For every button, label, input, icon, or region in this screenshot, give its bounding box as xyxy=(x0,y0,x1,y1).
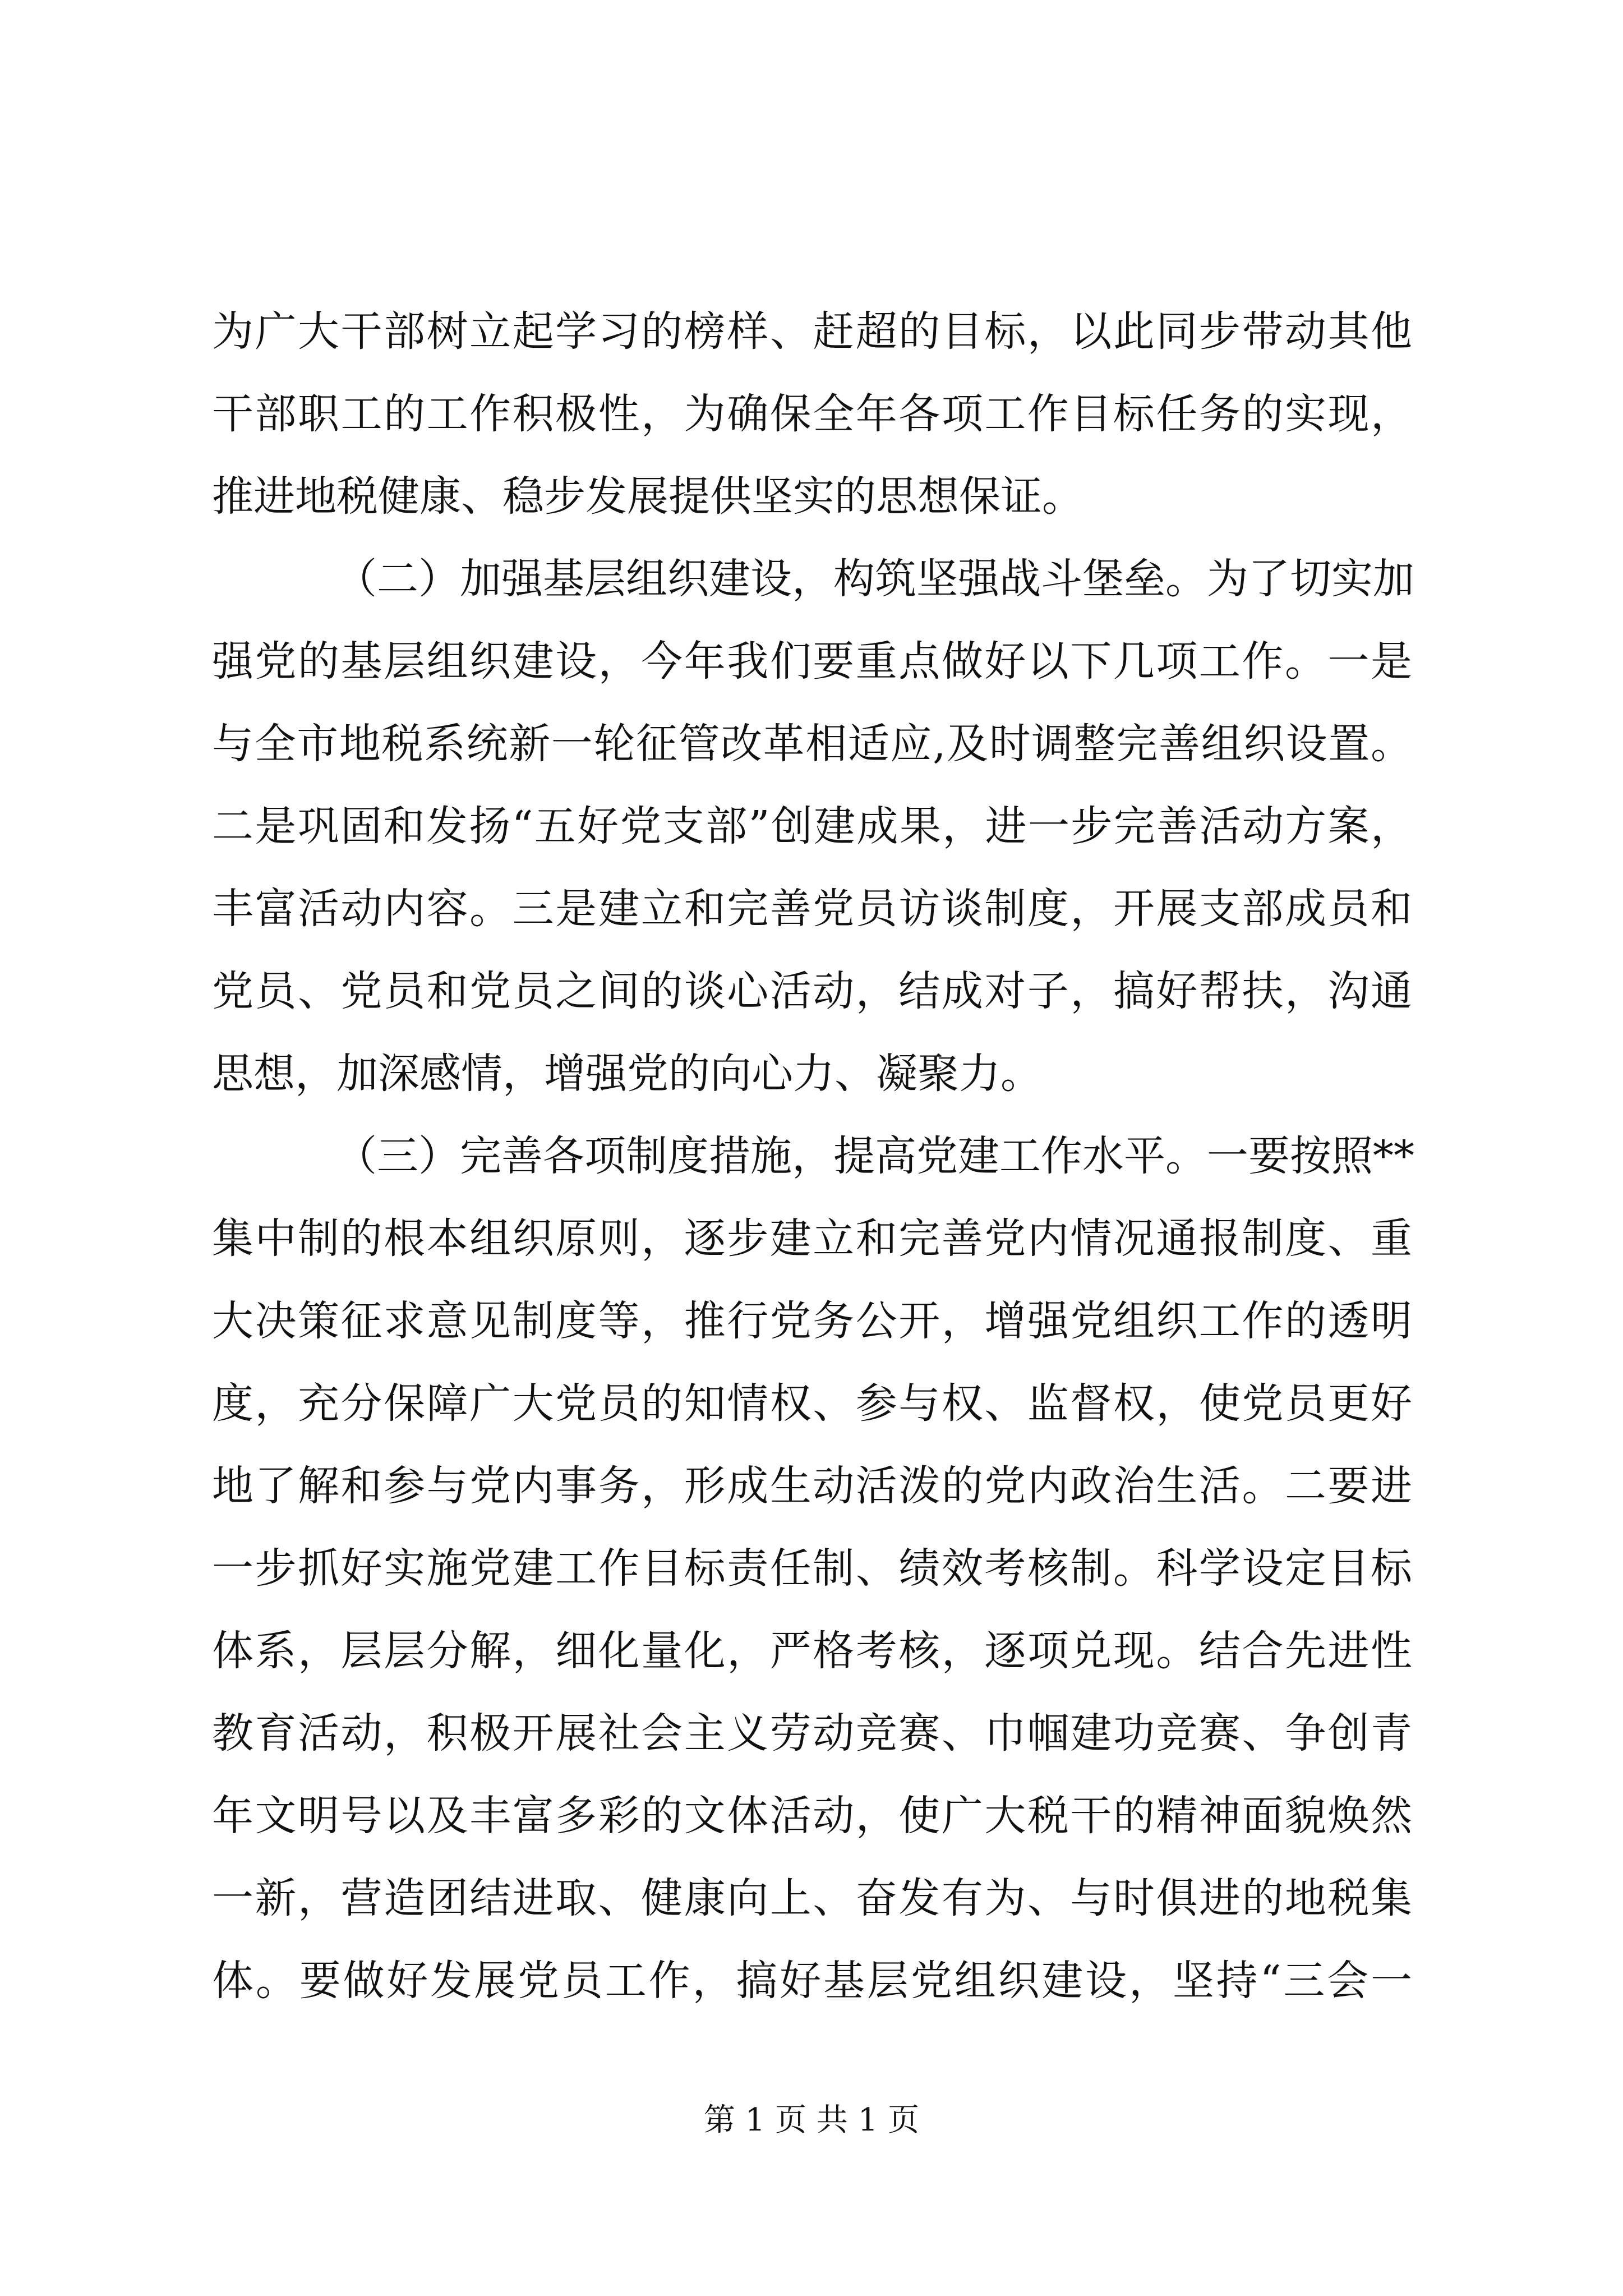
text-line: 党员、党员和党员之间的谈心活动，结成对子，搞好帮扶，沟通 xyxy=(212,967,1412,1015)
text-line: 体。要做好发展党员工作，搞好基层党组织建设，坚持“三会一 xyxy=(212,1957,1412,2005)
text-line: 教育活动，积极开展社会主义劳动竞赛、巾帼建功竞赛、争创青 xyxy=(212,1709,1412,1757)
text-line: 一新，营造团结进取、健康向上、奋发有为、与时俱进的地税集 xyxy=(212,1874,1412,1922)
text-line: 丰富活动内容。三是建立和完善党员访谈制度，开展支部成员和 xyxy=(212,885,1412,933)
section-heading-line: （三）完善各项制度措施，提高党建工作水平。一要按照** xyxy=(335,1132,1414,1180)
text-line: 年文明号以及丰富多彩的文体活动，使广大税干的精神面貌焕然 xyxy=(212,1792,1412,1840)
text-line: 地了解和参与党内事务，形成生动活泼的党内政治生活。二要进 xyxy=(212,1462,1412,1510)
text-line: 为广大干部树立起学习的榜样、赶超的目标，以此同步带动其他 xyxy=(212,307,1412,356)
document-body xyxy=(212,291,1412,2022)
text-line: 度，充分保障广大党员的知情权、参与权、监督权，使党员更好 xyxy=(212,1379,1412,1428)
text-line: 二是巩固和发扬“五好党支部”创建成果，进一步完善活动方案， xyxy=(212,802,1412,850)
text-line: 推进地税健康、稳步发展提供坚实的思想保证。 xyxy=(212,472,1083,521)
text-line: 与全市地税系统新一轮征管改革相适应,及时调整完善组织设置。 xyxy=(212,720,1412,768)
text-line: 干部职工的工作积极性，为确保全年各项工作目标任务的实现， xyxy=(212,390,1412,438)
text-line: 集中制的根本组织原则，逐步建立和完善党内情况通报制度、重 xyxy=(212,1214,1412,1263)
text-line: 思想，加深感情，增强党的向心力、凝聚力。 xyxy=(212,1050,1042,1098)
text-line: 强党的基层组织建设，今年我们要重点做好以下几项工作。一是 xyxy=(212,637,1412,685)
text-line: 体系，层层分解，细化量化，严格考核，逐项兑现。结合先进性 xyxy=(212,1627,1412,1675)
text-line: 一步抓好实施党建工作目标责任制、绩效考核制。科学设定目标 xyxy=(212,1544,1412,1593)
page-footer: 第 1 页 共 1 页 xyxy=(703,2102,920,2138)
section-heading-line: （二）加强基层组织建设，构筑坚强战斗堡垒。为了切实加 xyxy=(335,555,1414,603)
text-line: 大决策征求意见制度等，推行党务公开，增强党组织工作的透明 xyxy=(212,1297,1412,1345)
